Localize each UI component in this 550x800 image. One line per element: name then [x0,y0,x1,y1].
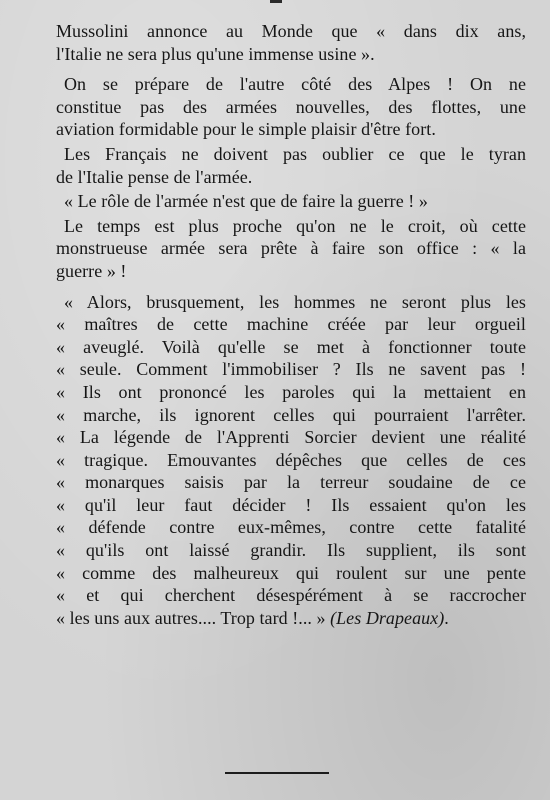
closing-period: . [444,607,449,628]
text-line: de l'Italie pense de l'armée. [56,166,253,187]
quote-line: « qu'il leur faut décider ! Ils essaient qu'on les [56,494,526,515]
text-line: monstrueuse armée sera prête à faire son office : « la [56,238,526,259]
quote-line: « comme des malheureux qui roulent sur une pente [56,562,526,583]
quote-closing-line [56,607,526,630]
quote-line: « seule. Comment l'immobiliser ? Ils ne savent pas ! [56,359,526,380]
quote-line: « maîtres de cette machine créée par leur orgueil [56,314,526,335]
quote-closing-text: « les uns aux autres.... Trop tard !... » [56,607,331,628]
text-line: « Le rôle de l'armée n'est que de faire la guerre ! » [64,191,428,212]
quote-line: « marche, ils ignorent celles qui pourraient l'arrêter. [56,404,526,425]
quote-line: « Ils ont prononcé les paroles qui la mettaient en [56,381,526,402]
quote-line: « Alors, brusquement, les hommes ne seront plus les [64,291,526,312]
text-line: guerre » ! [56,260,127,281]
text-line: Mussolini annonce au Monde que « dans dix ans, [56,21,526,41]
quote-line: « La légende de l'Apprenti Sorcier devient une réalité [56,427,526,448]
quote-line: « défende contre eux-mêmes, contre cette fatalité [56,517,526,538]
top-edge-mark [270,0,282,3]
quote-line: « monarques saisis par la terreur soudaine de ce [56,472,526,493]
quote-line: « aveuglé. Voilà qu'elle se met à fonctionner toute [56,336,526,357]
text-line: On se prépare de l'autre côté des Alpes ! On ne [64,74,526,95]
quote-line: « tragique. Emouvantes dépêches que celles de ces [56,449,526,470]
section-divider-rule [225,772,329,774]
text-line: aviation formidable pour le simple plaisir d'être fort. [56,119,436,140]
quote-line: « qu'ils ont laissé grandir. Ils supplient, ils sont [56,540,526,561]
text-line: constitue pas des armées nouvelles, des flottes, une [56,96,526,117]
source-citation: (Les Drapeaux) [330,607,445,628]
text-line: l'Italie ne sera plus qu'une immense usine ». [56,43,375,64]
page-text [56,20,526,629]
quote-line: « et qui cherchent désespérément à se raccrocher [56,585,526,606]
text-line: Les Français ne doivent pas oublier ce que le tyran [64,143,526,164]
text-line: Le temps est plus proche qu'on ne le croit, où cette [64,215,526,236]
